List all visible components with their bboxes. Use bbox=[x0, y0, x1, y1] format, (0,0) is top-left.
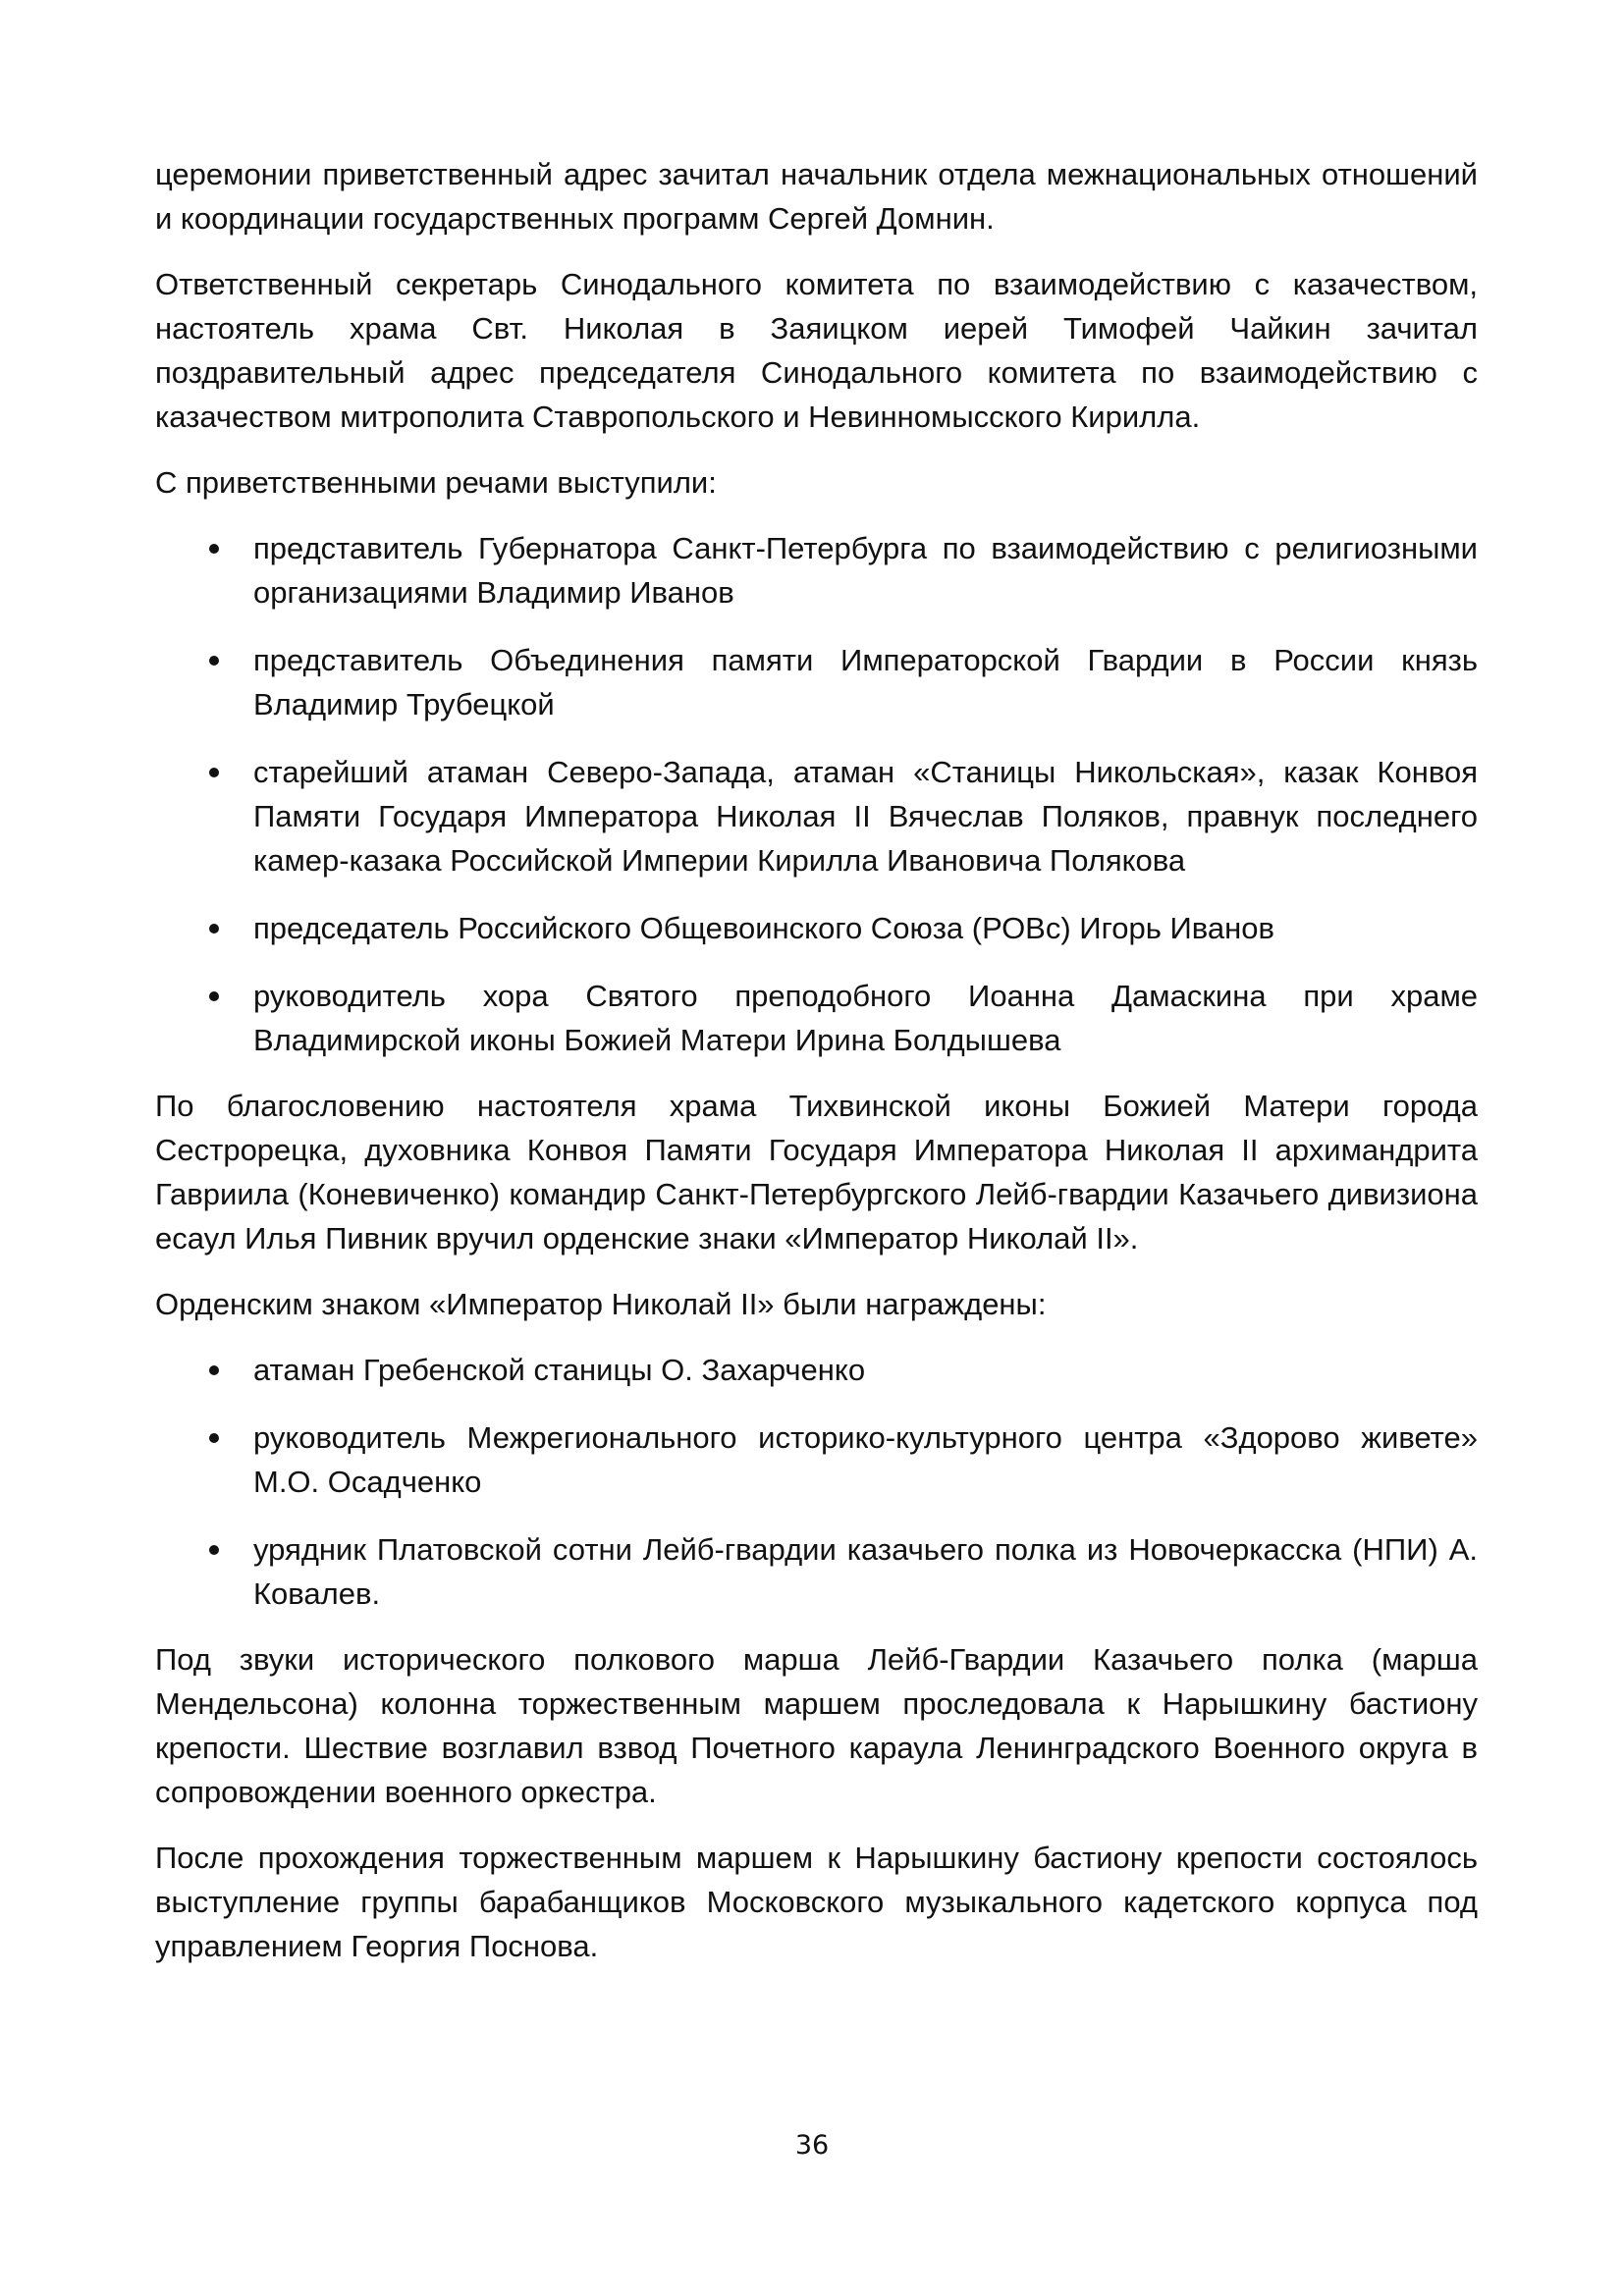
list-item-text: председатель Российского Общевоинского Союза (РОВс) Игорь Иванов bbox=[253, 911, 1274, 945]
list-item bbox=[155, 750, 1478, 882]
paragraph-speeches-intro: С приветственными речами выступили: bbox=[155, 465, 717, 500]
list-item bbox=[155, 638, 1478, 726]
list-item-text: представитель Губернатора Санкт-Петербурга по взаимодействию с религиозными организациями Владимир Иванов bbox=[253, 531, 1478, 610]
bullet-icon bbox=[209, 1365, 219, 1375]
bullet-icon bbox=[209, 544, 219, 554]
paragraph-march: Под звуки исторического полкового марша Лейб-Гвардии Казачьего полка (марша Мендельсона) колонна торжественным маршем проследовала к Нарышкину бастиону крепости. Шествие возглавил взвод Почетного караула Ленинградского Военного округа в сопровождении военного оркестра. bbox=[155, 1642, 1478, 1809]
paragraph-chaikin-address: Ответственный секретарь Синодального комитета по взаимодействию с казачеством, настоятель храма Свт. Николая в Заяицком иерей Тимофей Чайкин зачитал поздравительный адрес председателя Синодального комитета по взаимодействию с казачеством митрополита Ставропольского и Невинномысского Кирилла. bbox=[155, 267, 1478, 434]
list-item-text: руководитель хора Святого преподобного Иоанна Дамаскина при храме Владимирской иконы Божией Матери Ирина Болдышева bbox=[253, 979, 1478, 1057]
list-item bbox=[155, 906, 1478, 950]
list-item bbox=[155, 1415, 1478, 1504]
page-number: 36 bbox=[794, 2130, 830, 2161]
paragraph-drummers: После прохождения торжественным маршем к Нарышкину бастиону крепости состоялось выступление группы барабанщиков Московского музыкального кадетского корпуса под управлением Георгия Поснова. bbox=[155, 1841, 1478, 1963]
list-item-text: руководитель Межрегионального историко-культурного центра «Здорово живете» М.О. Осадченко bbox=[253, 1420, 1478, 1499]
awardees-list bbox=[155, 1348, 1478, 1616]
bullet-icon bbox=[209, 768, 219, 777]
list-item bbox=[155, 1527, 1478, 1616]
list-item bbox=[155, 1348, 1478, 1392]
bullet-icon bbox=[209, 656, 219, 666]
bullet-icon bbox=[209, 1545, 219, 1555]
list-item-text: урядник Платовской сотни Лейб-гвардии казачьего полка из Новочеркасска (НПИ) А. Ковалев. bbox=[253, 1532, 1478, 1611]
paragraph-award-ceremony: По благословению настоятеля храма Тихвинской иконы Божией Матери города Сестрорецка, духовника Конвоя Памяти Государя Императора Николая II архимандрита Гавриила (Коневиченко) командир Санкт-Петербургского Лейб-гвардии Казачьего дивизиона есаул Илья Пивник вручил орденские знаки «Император Николай II». bbox=[155, 1089, 1478, 1255]
bullet-icon bbox=[209, 991, 219, 1001]
list-item bbox=[155, 526, 1478, 614]
list-item-text: старейший атаман Северо-Запада, атаман «Станицы Никольская», казак Конвоя Памяти Государя Императора Николая II Вячеслав Поляков, правнук последнего камер-казака Российской Империи Кирилла Ивановича Полякова bbox=[253, 755, 1478, 878]
paragraph-domnin-address: церемонии приветственный адрес зачитал начальник отдела межнациональных отношений и координации государственных программ Сергей Домнин. bbox=[155, 157, 1478, 236]
paragraph-awardees-intro: Орденским знаком «Император Николай II» были награждены: bbox=[155, 1287, 1047, 1321]
list-item-text: атаман Гребенской станицы О. Захарченко bbox=[253, 1353, 866, 1387]
speakers-list bbox=[155, 526, 1478, 1062]
document-page bbox=[155, 152, 1478, 1990]
list-item-text: представитель Объединения памяти Императорской Гвардии в России князь Владимир Трубецкой bbox=[253, 643, 1478, 721]
bullet-icon bbox=[209, 924, 219, 934]
list-item bbox=[155, 974, 1478, 1062]
bullet-icon bbox=[209, 1433, 219, 1443]
